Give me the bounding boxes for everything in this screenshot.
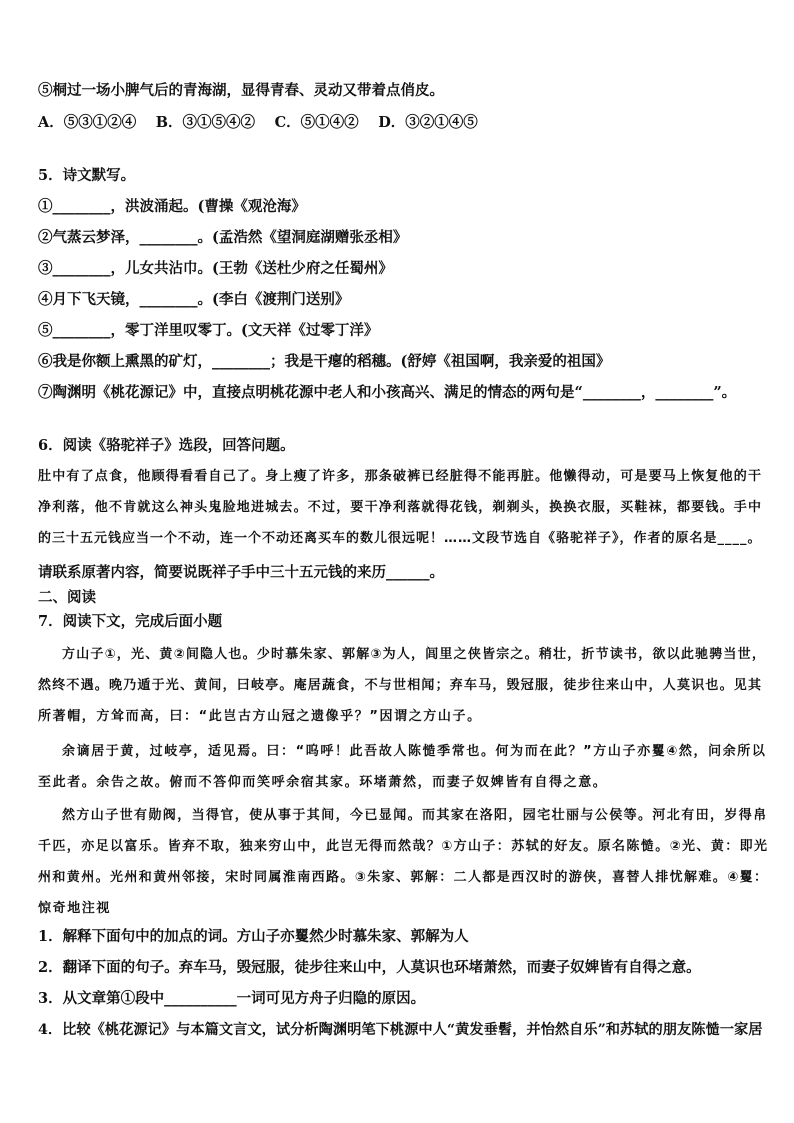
recitation-item-6: ⑥我是你额上熏黑的矿灯，________；我是干瘪的稻穗。(舒婷《祖国啊，我亲爱的祖国》 bbox=[38, 353, 611, 370]
recitation-item-4: ④月下飞天镜，________。(李白《渡荆门送别》 bbox=[38, 291, 350, 308]
question-6-prompt: 请联系原著内容，简要说既祥子手中三十五元钱的来历______。 bbox=[38, 564, 444, 581]
passage-p3-line-1: 然方山子世有勋阀，当得官，使从事于其间，今已显闻。而其家在洛阳，园宅壮丽与公侯等。河北有田，岁得帛 bbox=[62, 808, 768, 823]
section-two-heading: 二、阅读 bbox=[38, 589, 96, 606]
passage-p1-line-1: 方山子①，光、黄②间隐人也。少时慕朱家、郭解③为人，闾里之侠皆宗之。稍壮，折节读书，欲以此驰骋当世， bbox=[62, 647, 767, 662]
passage-p2-line-2: 至此者。余告之故。俯而不答仰而笑呼余宿其家。环堵萧然，而妻子奴婢皆有自得之意。 bbox=[38, 775, 608, 790]
option-sentence-5: ⑤桐过一场小脾气后的青海湖，显得青春、灵动又带着点俏皮。 bbox=[38, 82, 444, 99]
passage-p1-line-2: 然终不遇。晚乃遁于光、黄间，曰岐亭。庵居蔬食，不与世相闻；弃车马，毁冠服，徒步往来山中，人莫识也。见其 bbox=[38, 678, 763, 693]
passage-p2-line-1: 余谪居于黄，过岐亭，适见焉。曰：“呜呼！此吾故人陈慥季常也。何为而在此？”方山子亦矍④然，问余所以 bbox=[62, 744, 767, 759]
question-7-heading: 7．阅读下文，完成后面小题 bbox=[38, 613, 223, 630]
recitation-item-1: ①________，洪波涌起。(曹操《观沧海》 bbox=[38, 198, 306, 215]
passage-p3-line-2: 千匹，亦足以富乐。皆弃不取，独来穷山中，此岂无得而然哉？①方山子：苏轼的好友。原名陈慥。②光、黄：即光 bbox=[38, 839, 769, 854]
excerpt-line-2: 净利落，他不肯就这么神头鬼脸地进城去。不过，要干净利落就得花钱，剃剃头，换换衣服，买鞋袜，都要钱。手中 bbox=[38, 500, 763, 515]
excerpt-line-3: 的三十五元钱应当一个不动，连一个不动还离买车的数儿很远呢！……文段节选自《骆驼祥子》，作者的原名是____。 bbox=[38, 531, 762, 546]
passage-notes-line: 州和黄州。光州和黄州邻接，宋时同属淮南西路。③朱家、郭解：二人都是西汉时的游侠，喜替人排忧解难。④矍： bbox=[38, 870, 769, 885]
subquestion-4: 4．比较《桃花源记》与本篇文言文，试分析陶渊明笔下桃源中人“黄发垂髫，并怡然自乐”和苏轼的朋友陈慥一家居 bbox=[38, 1022, 763, 1038]
passage-notes-end: 惊奇地注视 bbox=[38, 901, 112, 916]
passage-p1-line-3: 所著帽，方耸而高，曰：“此岂古方山冠之遗像乎？”因谓之方山子。 bbox=[38, 709, 482, 724]
recitation-item-3: ③________，儿女共沾巾。(王勃《送杜少府之任蜀州》 bbox=[38, 260, 393, 277]
subquestion-3: 3．从文章第①段中__________一词可见方舟子归隐的原因。 bbox=[38, 990, 426, 1007]
answer-choices: A．⑤③①②④ B．③①⑤④② C．⑤①④② D．③②①④⑤ bbox=[38, 114, 478, 131]
recitation-item-7: ⑦陶渊明《桃花源记》中，直接点明桃花源中老人和小孩高兴、满足的情态的两句是“________，________”。 bbox=[38, 384, 737, 401]
subquestion-1: 1．解释下面句中的加点的词。方山子亦矍然少时慕朱家、郭解为人 bbox=[38, 928, 469, 945]
excerpt-line-1: 肚中有了点食，他顾得看看自己了。身上瘦了许多，那条破裤已经脏得不能再脏。他懒得动，可是要马上恢复他的干 bbox=[38, 469, 763, 484]
subquestion-2: 2．翻译下面的句子。弃车马，毁冠服，徒步往来山中，人莫识也环堵萧然，而妻子奴婢皆有自得之意。 bbox=[38, 959, 701, 976]
question-5-heading: 5．诗文默写。 bbox=[38, 167, 136, 184]
recitation-item-2: ②气蒸云梦泽，________。(孟浩然《望洞庭湖赠张丞相》 bbox=[38, 229, 408, 246]
question-6-heading: 6．阅读《骆驼祥子》选段，回答问题。 bbox=[38, 437, 295, 454]
recitation-item-5: ⑤________，零丁洋里叹零丁。(文天祥《过零丁洋》 bbox=[38, 322, 379, 339]
